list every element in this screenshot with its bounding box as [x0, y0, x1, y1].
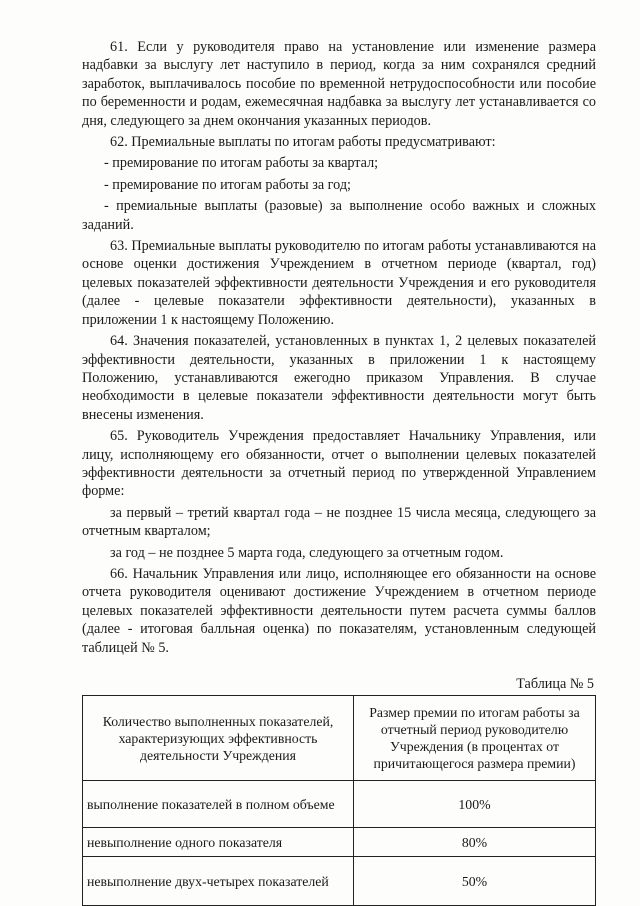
paragraph-63: 63. Премиальные выплаты руководителю по итогам работы устанавливаются на основе оценки достижения Учреждением в отчетном периоде (квартал, год) целевых показателей эффективности деятельности Учреждения и его руководителя (далее - целевые показатели эффективности деятельности), указанных в приложении 1 к настоящему Положению.	[82, 238, 596, 328]
table-cell-label: невыполнение двух-четырех показателей	[83, 857, 354, 906]
table-caption: Таблица № 5	[516, 676, 594, 692]
bonus-table	[82, 695, 596, 906]
paragraph-61: 61. Если у руководителя право на установление или изменение размера надбавки за выслугу лет наступило в период, когда за ним сохранялся средний заработок, выплачивалось пособие по временной нетрудоспособности или пособие по беременности и родам, ежемесячная надбавка за выслугу лет устанавливается со дня, следующего за днем окончания указанных периодов.	[82, 39, 596, 129]
paragraph-64: 64. Значения показателей, установленных в пунктах 1, 2 целевых показателей эффективности деятельности, указанных в приложении 1 к настоящему Положению, устанавливаются ежегодно приказом Управления. В случае необходимости в целевые показатели эффективности деятельности могут быть внесены изменения.	[82, 333, 596, 423]
table-row	[83, 781, 596, 828]
paragraph-65-item-yearly: за год – не позднее 5 марта года, следующего за отчетным годом.	[110, 544, 504, 561]
table-cell-value: 100%	[354, 781, 596, 828]
table-header-row	[83, 696, 596, 781]
table-row	[83, 857, 596, 906]
table-cell-label: невыполнение одного показателя	[83, 828, 354, 857]
table-header-bonus-size: Размер премии по итогам работы за отчетный период руководителю Учреждения (в процентах от причитающегося размера премии)	[354, 696, 596, 781]
paragraph-62-item-oneoff: - премиальные выплаты (разовые) за выполнение особо важных и сложных заданий.	[82, 198, 596, 233]
table-header-indicators: Количество выполненных показателей, характеризующих эффективность деятельности Учреждения	[83, 696, 354, 781]
paragraph-62-item-year: - премирование по итогам работы за год;	[104, 176, 351, 193]
table-cell-value: 50%	[354, 857, 596, 906]
table-cell-value: 80%	[354, 828, 596, 857]
paragraph-65-item-quarterly: за первый – третий квартал года – не позднее 15 числа месяца, следующего за отчетным кварталом;	[82, 504, 596, 540]
table-row	[83, 828, 596, 857]
paragraph-65: 65. Руководитель Учреждения предоставляет Начальнику Управления, или лицу, исполняющему его обязанности, отчет о выполнении целевых показателей эффективности деятельности за отчетный период по утвержденной Управлением форме:	[82, 428, 596, 500]
paragraph-62-item-quarter: - премирование по итогам работы за квартал;	[104, 155, 379, 172]
table-cell-label: выполнение показателей в полном объеме	[83, 781, 354, 828]
paragraph-62: 62. Премиальные выплаты по итогам работы предусматривают:	[110, 134, 496, 151]
paragraph-66: 66. Начальник Управления или лицо, исполняющее его обязанности на основе отчета руководителя оценивают достижение Учреждением в отчетном периоде целевых показателей эффективности деятельности путем расчета суммы баллов (далее - итоговая балльная оценка) по показателям, установленным следующей таблицей № 5.	[82, 565, 596, 656]
